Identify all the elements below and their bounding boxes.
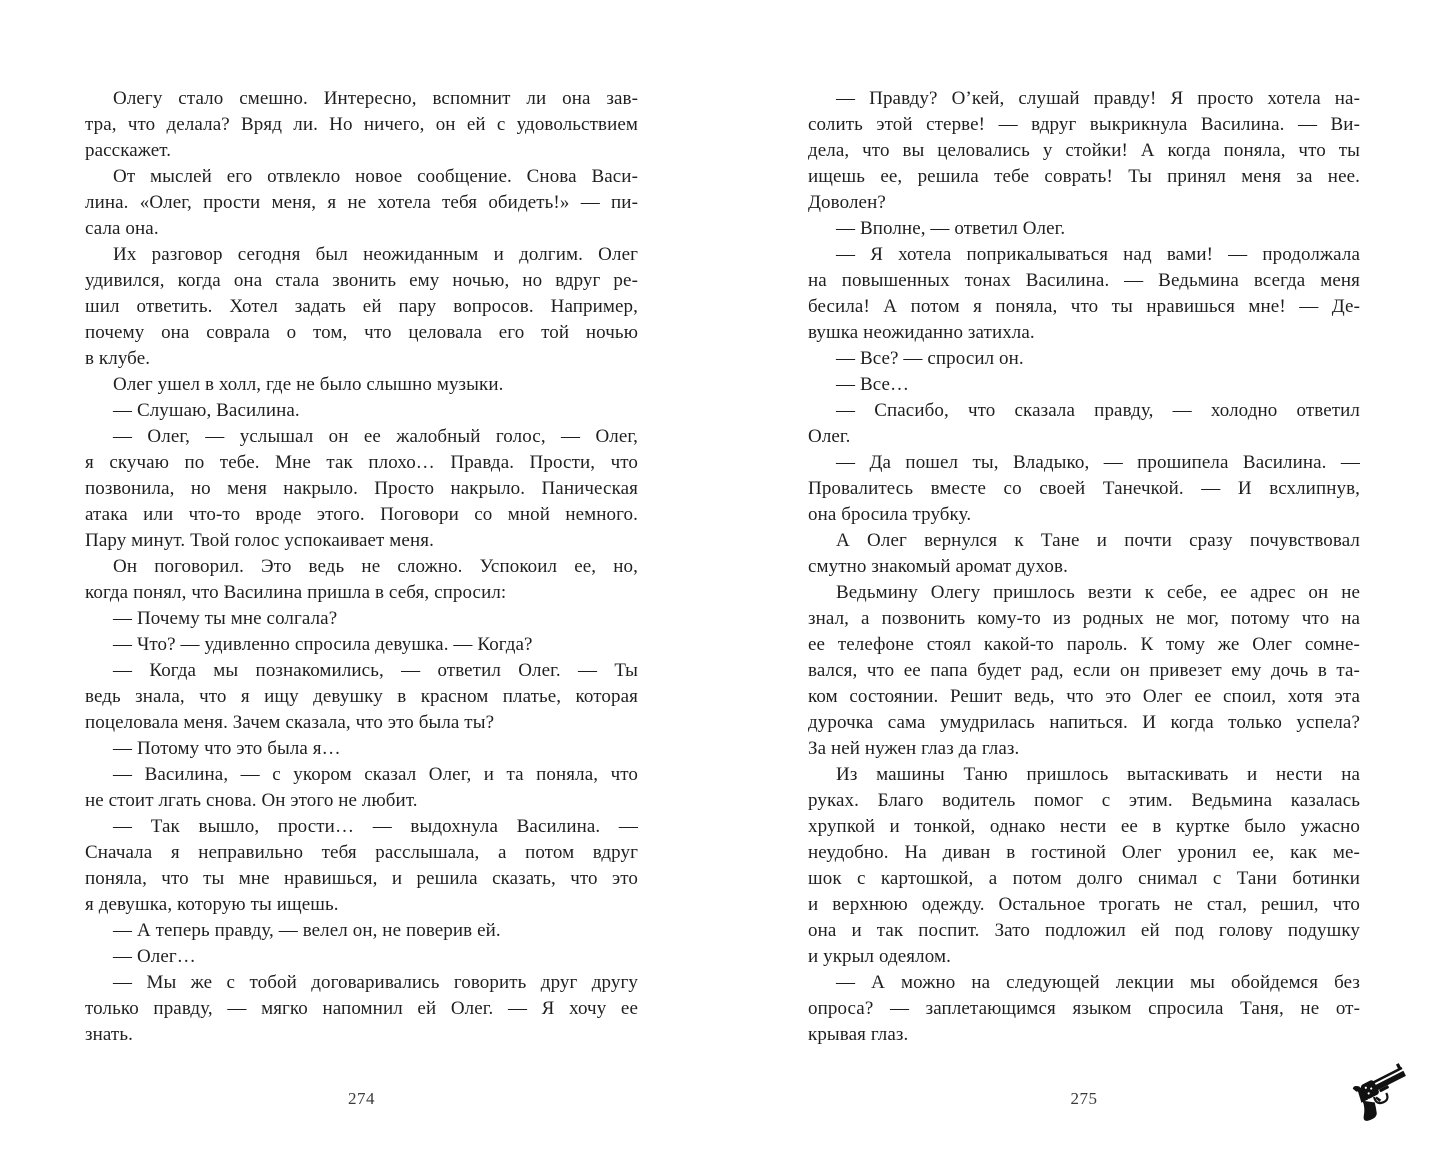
paragraph: [808, 346, 1360, 372]
paragraph: [808, 580, 1360, 762]
text-line: — Все…: [836, 374, 910, 395]
text-line: дурочка сама умудрилась напиться. И когда только успела?: [808, 712, 1360, 733]
paragraph: [808, 398, 1360, 450]
paragraph: [85, 658, 638, 736]
paragraph: [808, 86, 1360, 216]
text-line: Олегу стало смешно. Интересно, вспомнит ли она зав-: [113, 88, 638, 109]
text-line: — А теперь правду, — велел он, не поверив ей.: [113, 920, 501, 941]
text-line: Пару минут. Твой голос успокаивает меня.: [85, 530, 434, 551]
text-line: опроса? — заплетающимся языком спросила Таня, не от-: [808, 998, 1360, 1019]
text-line: Доволен?: [808, 192, 886, 213]
text-line: Он поговорил. Это ведь не сложно. Успокоил ее, но,: [113, 556, 638, 577]
paragraph: [808, 970, 1360, 1048]
text-line: — Все? — спросил он.: [836, 348, 1024, 369]
text-line: ком состоянии. Решит ведь, что это Олег ее споил, хотя эта: [808, 686, 1360, 707]
text-line: А Олег вернулся к Тане и почти сразу почувствовал: [836, 530, 1360, 551]
text-line: — Я хотела поприкалываться над вами! — продолжала: [836, 244, 1360, 265]
text-line: удивился, когда она стала звонить ему ночью, но вдруг ре-: [85, 270, 638, 291]
text-line: — Почему ты мне солгала?: [113, 608, 338, 629]
text-line: — Потому что это была я…: [113, 738, 341, 759]
paragraph: [85, 736, 638, 762]
text-line: я девушка, которую ты ищешь.: [85, 894, 339, 915]
paragraph: [85, 632, 638, 658]
paragraph: [85, 424, 638, 554]
paragraph: [85, 372, 638, 398]
text-line: в клубе.: [85, 348, 151, 369]
text-line: лина. «Олег, прости меня, я не хотела тебя обидеть!» — пи-: [85, 192, 638, 213]
text-line: вушка неожиданно затихла.: [808, 322, 1035, 343]
paragraph: [808, 216, 1360, 242]
paragraph: [85, 164, 638, 242]
text-line: Ведьмину Олегу пришлось везти к себе, ее адрес он не: [836, 582, 1360, 603]
text-line: — Василина, — с укором сказал Олег, и та поняла, что: [113, 764, 638, 785]
text-line: смутно знакомый аромат духов.: [808, 556, 1068, 577]
text-line: позвонила, но меня накрыло. Просто накрыло. Паническая: [85, 478, 638, 499]
text-line: — Так вышло, прости… — выдохнула Василина. —: [113, 816, 638, 837]
text-line: ведь знала, что я ищу девушку в красном платье, которая: [85, 686, 638, 707]
text-line: расскажет.: [85, 140, 172, 161]
paragraph: [808, 762, 1360, 970]
text-line: шок с картошкой, а потом долго снимал с Тани ботинки: [808, 868, 1360, 889]
text-line: — Когда мы познакомились, — ответил Олег. — Ты: [113, 660, 638, 681]
text-line: Их разговор сегодня был неожиданным и долгим. Олег: [113, 244, 638, 265]
text-line: За ней нужен глаз да глаз.: [808, 738, 1020, 759]
text-line: — Олег…: [113, 946, 196, 967]
text-line: не стоит лгать снова. Он этого не любит.: [85, 790, 418, 811]
text-line: и укрыл одеялом.: [808, 946, 951, 967]
paragraph: [85, 398, 638, 424]
paragraph: [85, 554, 638, 606]
text-line: я скучаю по тебе. Мне так плохо… Правда. Прости, что: [85, 452, 638, 473]
page-left: [85, 0, 638, 1156]
page-right-text: [808, 86, 1360, 1048]
text-line: — А можно на следующей лекции мы обойдемся без: [836, 972, 1360, 993]
text-line: почему она соврала о том, что целовала его той ночью: [85, 322, 638, 343]
text-line: — Что? — удивленно спросила девушка. — Когда?: [113, 634, 533, 655]
text-line: ищешь ее, решила тебе соврать! Ты принял меня за нее.: [808, 166, 1360, 187]
text-line: Провалитесь вместе со своей Танечкой. — И всхлипнув,: [808, 478, 1360, 499]
paragraph: [85, 970, 638, 1048]
page-right: [808, 0, 1360, 1156]
paragraph: [808, 372, 1360, 398]
paragraph: [85, 606, 638, 632]
paragraph: [808, 450, 1360, 528]
paragraph: [808, 242, 1360, 346]
page-number-left: 274: [348, 1089, 375, 1108]
text-line: крывая глаз.: [808, 1024, 909, 1045]
text-line: Из машины Таню пришлось вытаскивать и нести на: [836, 764, 1360, 785]
page-left-text: [85, 86, 638, 1048]
text-line: — Мы же с тобой договаривались говорить друг другу: [113, 972, 638, 993]
text-line: вался, что ее папа будет рад, если он привезет ему дочь в та-: [808, 660, 1360, 681]
text-line: сала она.: [85, 218, 159, 239]
text-line: шил ответить. Хотел задать ей пару вопросов. Например,: [85, 296, 638, 317]
text-line: — Спасибо, что сказала правду, — холодно ответил: [836, 400, 1360, 421]
text-line: бесила! А потом я поняла, что ты нравишься мне! — Де-: [808, 296, 1360, 317]
text-line: знал, а позвонить кому-то из родных не мог, потому что на: [808, 608, 1360, 629]
paragraph: [85, 918, 638, 944]
paragraph: [85, 762, 638, 814]
text-line: знать.: [85, 1024, 133, 1045]
revolver-icon: [1344, 1058, 1420, 1128]
text-line: атака или что-то вроде этого. Поговори со мной немного.: [85, 504, 638, 525]
text-line: От мыслей его отвлекло новое сообщение. Снова Васи-: [113, 166, 638, 187]
text-line: — Слушаю, Василина.: [113, 400, 300, 421]
text-line: ее телефоне стоял какой-то пароль. К тому же Олег сомне-: [808, 634, 1360, 655]
text-line: — Правду? О’кей, слушай правду! Я просто хотела на-: [836, 88, 1360, 109]
text-line: когда понял, что Василина пришла в себя, спросил:: [85, 582, 507, 603]
text-line: она и так поспит. Зато подложил ей под голову подушку: [808, 920, 1360, 941]
text-line: солить этой стерве! — вдруг выкрикнула Василина. — Ви-: [808, 114, 1360, 135]
text-line: — Вполне, — ответил Олег.: [836, 218, 1066, 239]
text-line: только правду, — мягко напомнил ей Олег. — Я хочу ее: [85, 998, 638, 1019]
text-line: хрупкой и тонкой, однако нести ее в куртке было ужасно: [808, 816, 1360, 837]
text-line: Олег ушел в холл, где не было слышно музыки.: [113, 374, 504, 395]
text-line: Сначала я неправильно тебя расслышала, а потом вдруг: [85, 842, 638, 863]
text-line: — Да пошел ты, Владыко, — прошипела Василина. —: [836, 452, 1360, 473]
text-line: поняла, что ты мне нравишься, и решила сказать, что это: [85, 868, 638, 889]
text-line: руках. Благо водитель помог с этим. Ведьмина казалась: [808, 790, 1360, 811]
text-line: Олег.: [808, 426, 851, 447]
text-line: на повышенных тонах Василина. — Ведьмина всегда меня: [808, 270, 1360, 291]
page-number-right: 275: [1070, 1089, 1098, 1108]
text-line: неудобно. На диван в гостиной Олег уронил ее, как ме-: [808, 842, 1360, 863]
paragraph: [85, 814, 638, 918]
paragraph: [808, 528, 1360, 580]
paragraph: [85, 944, 638, 970]
text-line: и верхнюю одежду. Остальное трогать не стал, решил, что: [808, 894, 1360, 915]
paragraph: [85, 86, 638, 164]
text-line: дела, что вы целовались у стойки! А когда поняла, что ты: [808, 140, 1360, 161]
text-line: тра, что делала? Вряд ли. Но ничего, он ей с удовольствием: [85, 114, 638, 135]
text-line: — Олег, — услышал он ее жалобный голос, — Олег,: [113, 426, 638, 447]
paragraph: [85, 242, 638, 372]
text-line: поцеловала меня. Зачем сказала, что это была ты?: [85, 712, 495, 733]
text-line: она бросила трубку.: [808, 504, 972, 525]
